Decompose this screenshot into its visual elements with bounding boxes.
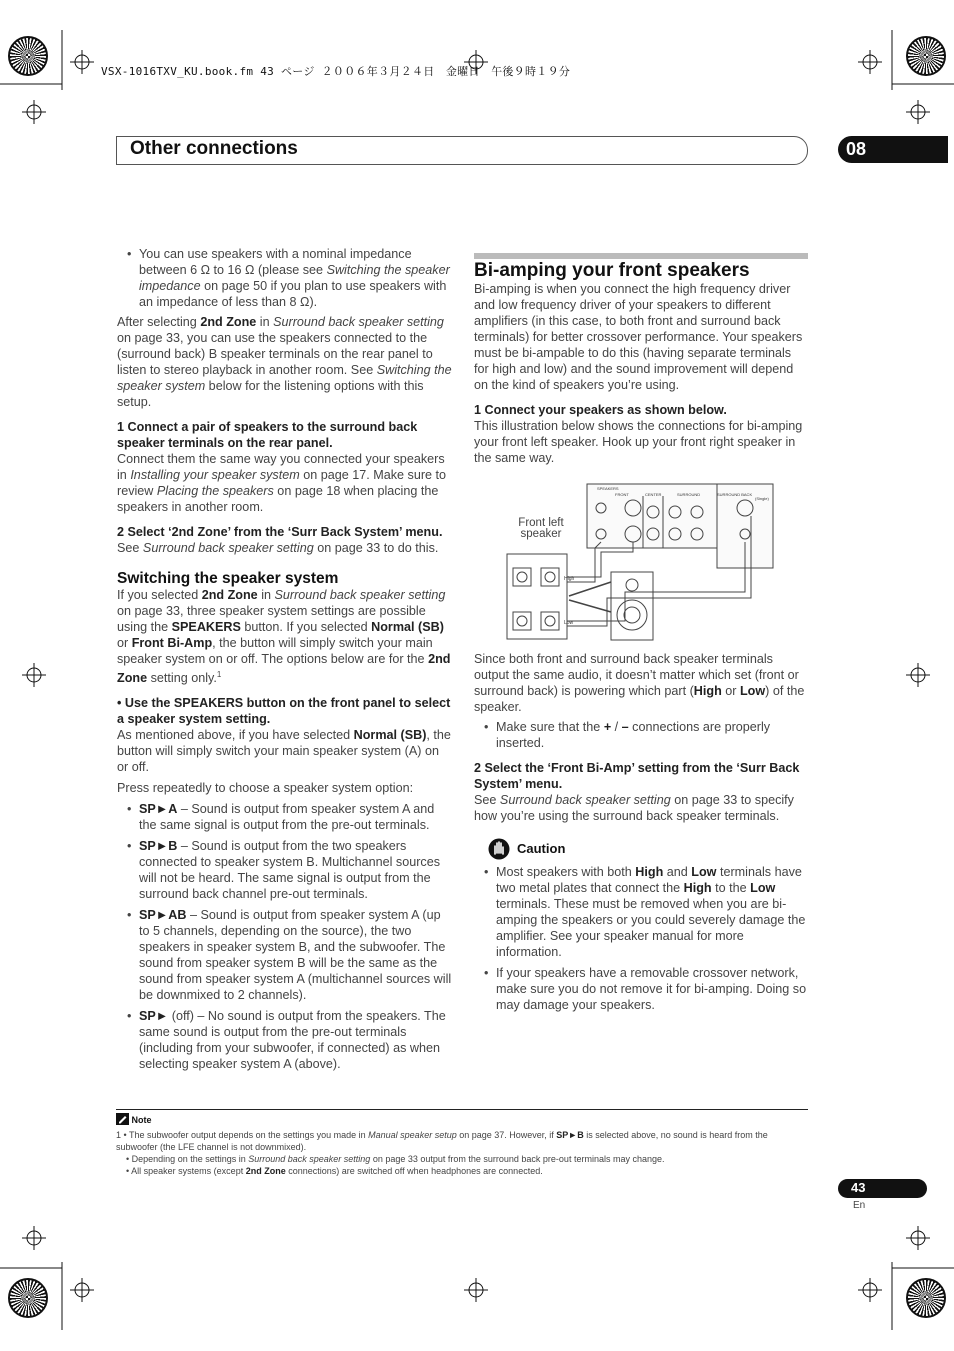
paragraph: Press repeatedly to choose a speaker system option: xyxy=(117,781,414,796)
diagram-label: SURROUND BACK xyxy=(717,492,753,497)
step-heading: 2 Select ‘2nd Zone’ from the ‘Surr Back System’ menu. xyxy=(117,525,443,539)
diagram-label: (Single) xyxy=(755,496,769,501)
section-heading: Switching the speaker system xyxy=(117,570,339,587)
figure-caption: Front left speaker xyxy=(518,517,564,540)
language-code: En xyxy=(853,1200,866,1211)
step-heading: • Use the SPEAKERS button on the front panel to select a speaker system setting. xyxy=(117,696,451,727)
diagram-label: FRONT xyxy=(615,492,629,497)
note-line: • All speaker systems (except 2nd Zone connections) are switched off when headphones are connected. xyxy=(126,1166,543,1176)
paragraph: After selecting 2nd Zone in Surround back speaker setting on page 33, you can use the speakers connected to the (surround back) B speaker terminals on the rear panel to listen to stereo playback in another room. See Switching the speaker system below for the listening options with this setup. xyxy=(117,315,452,409)
chapter-number: 08 xyxy=(846,139,867,159)
list-item: • SP► (off) – No sound is output from the speakers. The same sound is output from the pre-out terminals (including from your subwoofer, if connected) as when selecting speaker system A (above). xyxy=(117,1008,453,1072)
section-bar xyxy=(474,253,808,259)
left-column xyxy=(117,246,453,1072)
speaker-terminal-icon xyxy=(513,568,559,630)
step-heading: 2 Select the ‘Front Bi-Amp’ setting from the ‘Surr Back System’ menu. xyxy=(474,761,800,791)
list-item: • Make sure that the + / – connections are properly inserted. xyxy=(474,719,808,751)
diagram-label: CENTER xyxy=(645,492,662,497)
note-pencil-icon xyxy=(116,1113,129,1125)
diagram-label: SURROUND xyxy=(677,492,701,497)
paragraph: See Surround back speaker setting on page 33 to specify how you’re using the surround back speaker terminals. xyxy=(474,793,794,823)
caution-heading: Caution xyxy=(474,838,808,860)
list-item: • Most speakers with both High and Low terminals have two metal plates that connect the High to the Low terminals. These must be removed when you are bi-amping the speakers or you could severely damage the amplifier. See your speaker manual for more information. xyxy=(474,864,808,960)
diagram-label: Low xyxy=(564,620,574,626)
paragraph: Bi-amping is when you connect the high frequency driver and low frequency driver of your speakers to different amplifiers (in this case, to both front and surround back terminals) for better crossover performance. Your speakers must be bi-ampable to do this (having separate terminals for high and low) and the sound improvement will depend on the kind of speakers you’re using. xyxy=(474,282,803,392)
note-line: 1 • The subwoofer output depends on the settings you made in Manual speaker setup on page 37. However, if SP►B is selected above, no sound is heard from the subwoofer (the LFE channel is not downmixed). xyxy=(116,1130,768,1152)
page-number: 43 xyxy=(851,1180,866,1195)
section-heading: Bi-amping your front speakers xyxy=(474,260,750,281)
list-item: • SP►B – Sound is output from the two speakers connected to speaker system B. Multichannel sources will not be heard. The same signal is output from the surround back channel pre-out terminals. xyxy=(117,838,453,902)
caution-hand-icon xyxy=(488,838,510,860)
page-title: Other connections xyxy=(130,138,298,159)
page-number-tab xyxy=(838,1179,927,1198)
paragraph: As mentioned above, if you have selected Normal (SB), the button will simply switch your main speaker system (A) on or off. xyxy=(117,728,451,775)
paragraph: If you selected 2nd Zone in Surround back speaker setting on page 33, three speaker system settings are possible using the SPEAKERS button. If you selected Normal (SB) or Front Bi-Amp, the button will simply switch your main speaker system on or off. The options below are for the 2nd Zone setting only.$^1$ xyxy=(117,588,451,686)
paragraph: Connect them the same way you connected your speakers in Installing your speaker system on page 17. Make sure to review Placing the speakers on page 18 when placing the speakers in another room. xyxy=(117,452,447,514)
right-column-bottom xyxy=(474,651,808,1013)
bi-amp-connection-diagram xyxy=(505,482,805,642)
chapter-tab xyxy=(838,136,948,163)
note-line: • Depending on the settings in Surround back speaker setting on page 33 output from the surround back pre-out terminals may change. xyxy=(126,1154,665,1164)
woofer-icon xyxy=(617,600,647,630)
list-item: • SP►AB – Sound is output from speaker system A (up to 5 channels, depending on the source), the two speakers in speaker system B, and the subwoofer. The sound from speaker system B will be the same as the sound from speaker system A (multichannel sources will be downmixed to 2 channels). xyxy=(117,907,453,1003)
diagram-label: High xyxy=(564,576,575,582)
step-heading: 1 Connect your speakers as shown below. xyxy=(474,403,727,417)
paragraph: See Surround back speaker setting on page 33 to do this. xyxy=(117,541,439,555)
diagram-label: SPEAKERS xyxy=(597,486,619,491)
list-item: • You can use speakers with a nominal impedance between 6 Ω to 16 Ω (please see Switching the speaker impedance on page 50 if you plan to use speakers with an impedance of less than 8 Ω). xyxy=(117,246,453,310)
note-heading: Note xyxy=(116,1113,808,1126)
footnotes xyxy=(116,1113,808,1177)
paragraph: This illustration below shows the connections for bi-amping your front left speaker. Hook up your front right speaker in the same way. xyxy=(474,419,803,465)
right-column-top xyxy=(474,260,808,466)
list-item: • If your speakers have a removable crossover network, make sure you do not remove it for bi-amping. Doing so may damage your speakers. xyxy=(474,965,808,1013)
step-heading: 1 Connect a pair of speakers to the surround back speaker terminals on the rear panel. xyxy=(117,420,418,450)
book-file-line: VSX-1016TXV_KU.book.fm 43 ページ ２００６年３月２４日 金曜日 午後９時１９分 xyxy=(101,65,571,78)
note-divider xyxy=(116,1109,808,1110)
list-item: • SP►A – Sound is output from speaker system A and the same signal is output from the pre-out terminals. xyxy=(117,801,453,833)
paragraph: Since both front and surround back speaker terminals output the same audio, it doesn’t matter which set (front or surround back) is powering which part (High or Low) of the speaker. xyxy=(474,652,805,714)
